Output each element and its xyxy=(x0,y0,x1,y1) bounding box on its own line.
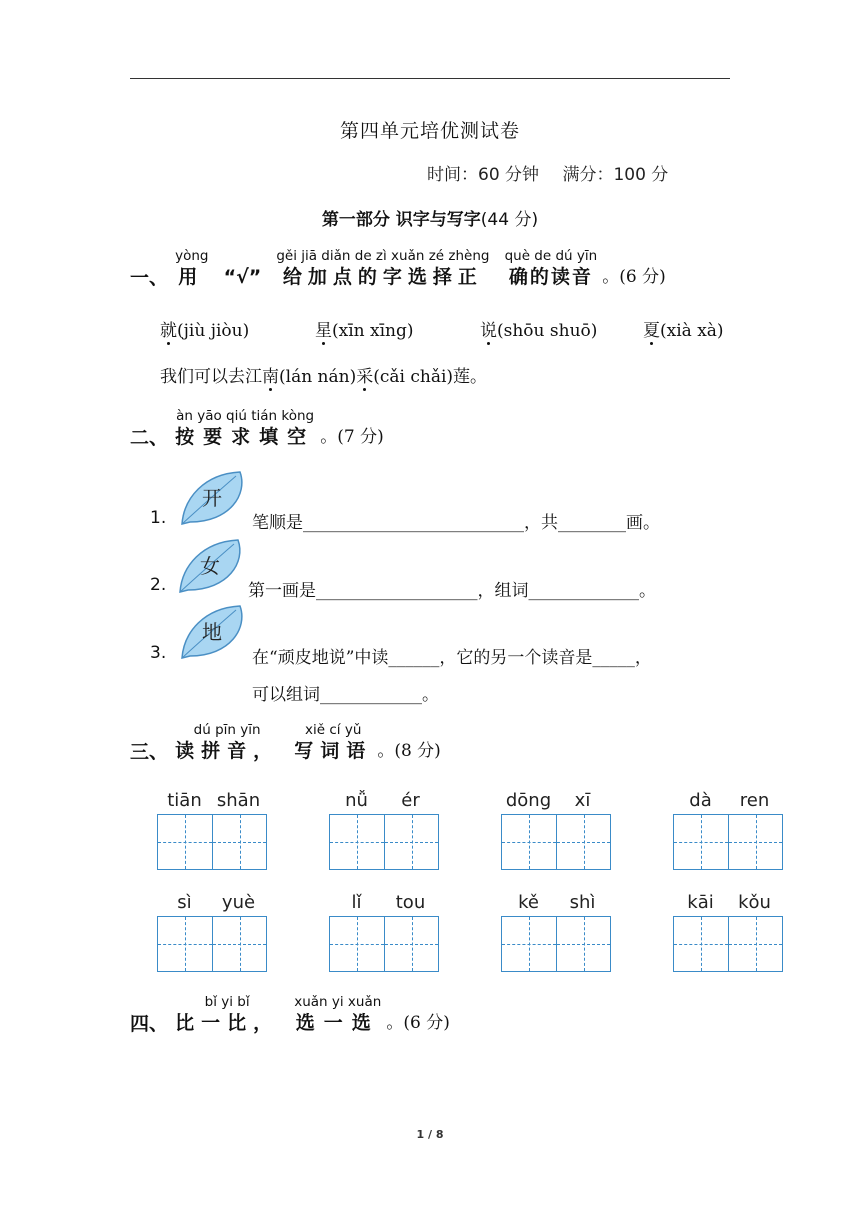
grid-cell[interactable] xyxy=(158,917,212,971)
pinyin: nǚ xyxy=(345,790,368,811)
grid-cell[interactable] xyxy=(384,917,438,971)
time-limit: 时间：60 分钟 xyxy=(427,165,540,185)
leaf-char: 开 xyxy=(202,486,222,510)
pinyin: shì xyxy=(569,892,596,913)
grid-cell[interactable] xyxy=(330,815,384,869)
heading-word: àn yāo qiú tián kòng 按要求填空 xyxy=(175,408,316,448)
leaf-icon xyxy=(176,468,248,530)
section-1-heading xyxy=(130,248,666,290)
q2-number: 3. xyxy=(150,643,167,663)
dotted-char: 采 xyxy=(356,362,373,387)
q1-option: 夏(xià xà) xyxy=(643,316,724,341)
section-points: 。(6 分) xyxy=(602,267,666,287)
tianzige-grid[interactable] xyxy=(501,814,611,870)
leaf-icon xyxy=(174,536,246,598)
heading-word: xuǎn yi xuǎn 选一选 xyxy=(294,994,382,1034)
section-points: 。(8 分) xyxy=(377,741,441,761)
dotted-char: 就 xyxy=(160,316,177,341)
grid-cell[interactable] xyxy=(556,917,610,971)
heading-word: què de dú yīn 确的读音 xyxy=(504,248,598,288)
heading-word: dú pīn yīn 读拼音， xyxy=(175,722,280,762)
section-number: 三、 xyxy=(130,741,169,763)
pinyin: kě xyxy=(518,892,539,913)
page-title: 第四单元培优测试卷 xyxy=(339,120,520,142)
dotted-char: 星 xyxy=(315,316,332,341)
part-points: (44 分) xyxy=(480,210,539,230)
grid-cell[interactable] xyxy=(728,815,782,869)
q1-option: 就(jiù jiòu) xyxy=(160,316,249,341)
pinyin: kāi xyxy=(687,892,714,913)
section-number: 一、 xyxy=(130,267,169,289)
section-number: 二、 xyxy=(130,427,169,449)
section-number: 四、 xyxy=(130,1013,169,1035)
grid-cell[interactable] xyxy=(674,917,728,971)
grid-cell[interactable] xyxy=(674,815,728,869)
pinyin: sì xyxy=(177,892,192,913)
grid-cell[interactable] xyxy=(728,917,782,971)
pinyin: kǒu xyxy=(738,892,771,913)
pinyin: xī xyxy=(574,790,591,811)
leaf-char: 女 xyxy=(200,554,220,578)
heading-word: bǐ yi bǐ 比一比， xyxy=(175,994,280,1034)
q2-text: 在“顽皮地说”中读______，它的另一个读音是_____， xyxy=(252,648,652,668)
dotted-char: 说 xyxy=(480,316,497,341)
heading-word: xiě cí yǔ 写词语 xyxy=(294,722,373,762)
grid-cell[interactable] xyxy=(384,815,438,869)
pinyin: yuè xyxy=(221,892,256,913)
q2-text-continued: 可以组词____________。 xyxy=(252,685,439,705)
dotted-char: 南 xyxy=(262,362,279,387)
pinyin: ér xyxy=(401,790,420,811)
section-2-heading xyxy=(130,408,384,450)
tianzige-grid[interactable] xyxy=(157,814,267,870)
tianzige-grid[interactable] xyxy=(673,916,783,972)
section-4-heading xyxy=(130,994,450,1036)
grid-cell[interactable] xyxy=(212,815,266,869)
grid-cell[interactable] xyxy=(212,917,266,971)
q2-number: 1. xyxy=(150,508,167,528)
heading-word: “√” xyxy=(223,266,262,288)
pinyin: tiān xyxy=(167,790,202,811)
pinyin: dōng xyxy=(505,790,552,811)
grid-cell[interactable] xyxy=(502,917,556,971)
pinyin: ren xyxy=(739,790,770,811)
page-number: 1 / 8 xyxy=(416,1128,444,1141)
exam-meta xyxy=(427,160,686,185)
heading-word: gěi jiā diǎn de zì xuǎn zé zhèng 给加点的字选择正 xyxy=(276,248,490,288)
q1-option: 星(xīn xīng) xyxy=(315,316,414,341)
pinyin: shān xyxy=(216,790,261,811)
grid-cell[interactable] xyxy=(502,815,556,869)
grid-cell[interactable] xyxy=(158,815,212,869)
heading-word: yòng 用 xyxy=(175,248,209,288)
tianzige-grid[interactable] xyxy=(673,814,783,870)
leaf-char: 地 xyxy=(202,620,222,644)
part-label: 第一部分 识字与写字 xyxy=(321,210,481,230)
leaf-icon xyxy=(176,602,248,664)
q2-text: 笔顺是__________________________，共________画。 xyxy=(252,513,660,533)
section-points: 。(7 分) xyxy=(320,427,384,447)
grid-cell[interactable] xyxy=(330,917,384,971)
section-points: 。(6 分) xyxy=(386,1013,450,1033)
tianzige-grid[interactable] xyxy=(157,916,267,972)
q1-option: 说(shōu shuō) xyxy=(480,316,597,341)
part-heading xyxy=(0,205,860,230)
tianzige-grid[interactable] xyxy=(329,814,439,870)
full-score: 满分：100 分 xyxy=(562,165,669,185)
grid-cell[interactable] xyxy=(556,815,610,869)
q1-sentence: 我们可以去江南(lán nán)采(cǎi chǎi)莲。 xyxy=(160,362,487,387)
q2-text: 第一画是___________________，组词_____________。 xyxy=(248,581,656,601)
pinyin: tou xyxy=(395,892,426,913)
tianzige-grid[interactable] xyxy=(501,916,611,972)
section-3-heading xyxy=(130,722,441,764)
q2-number: 2. xyxy=(150,575,167,595)
pinyin: dà xyxy=(689,790,712,811)
pinyin: lǐ xyxy=(351,892,362,913)
dotted-char: 夏 xyxy=(643,316,660,341)
tianzige-grid[interactable] xyxy=(329,916,439,972)
header-rule xyxy=(130,78,730,79)
